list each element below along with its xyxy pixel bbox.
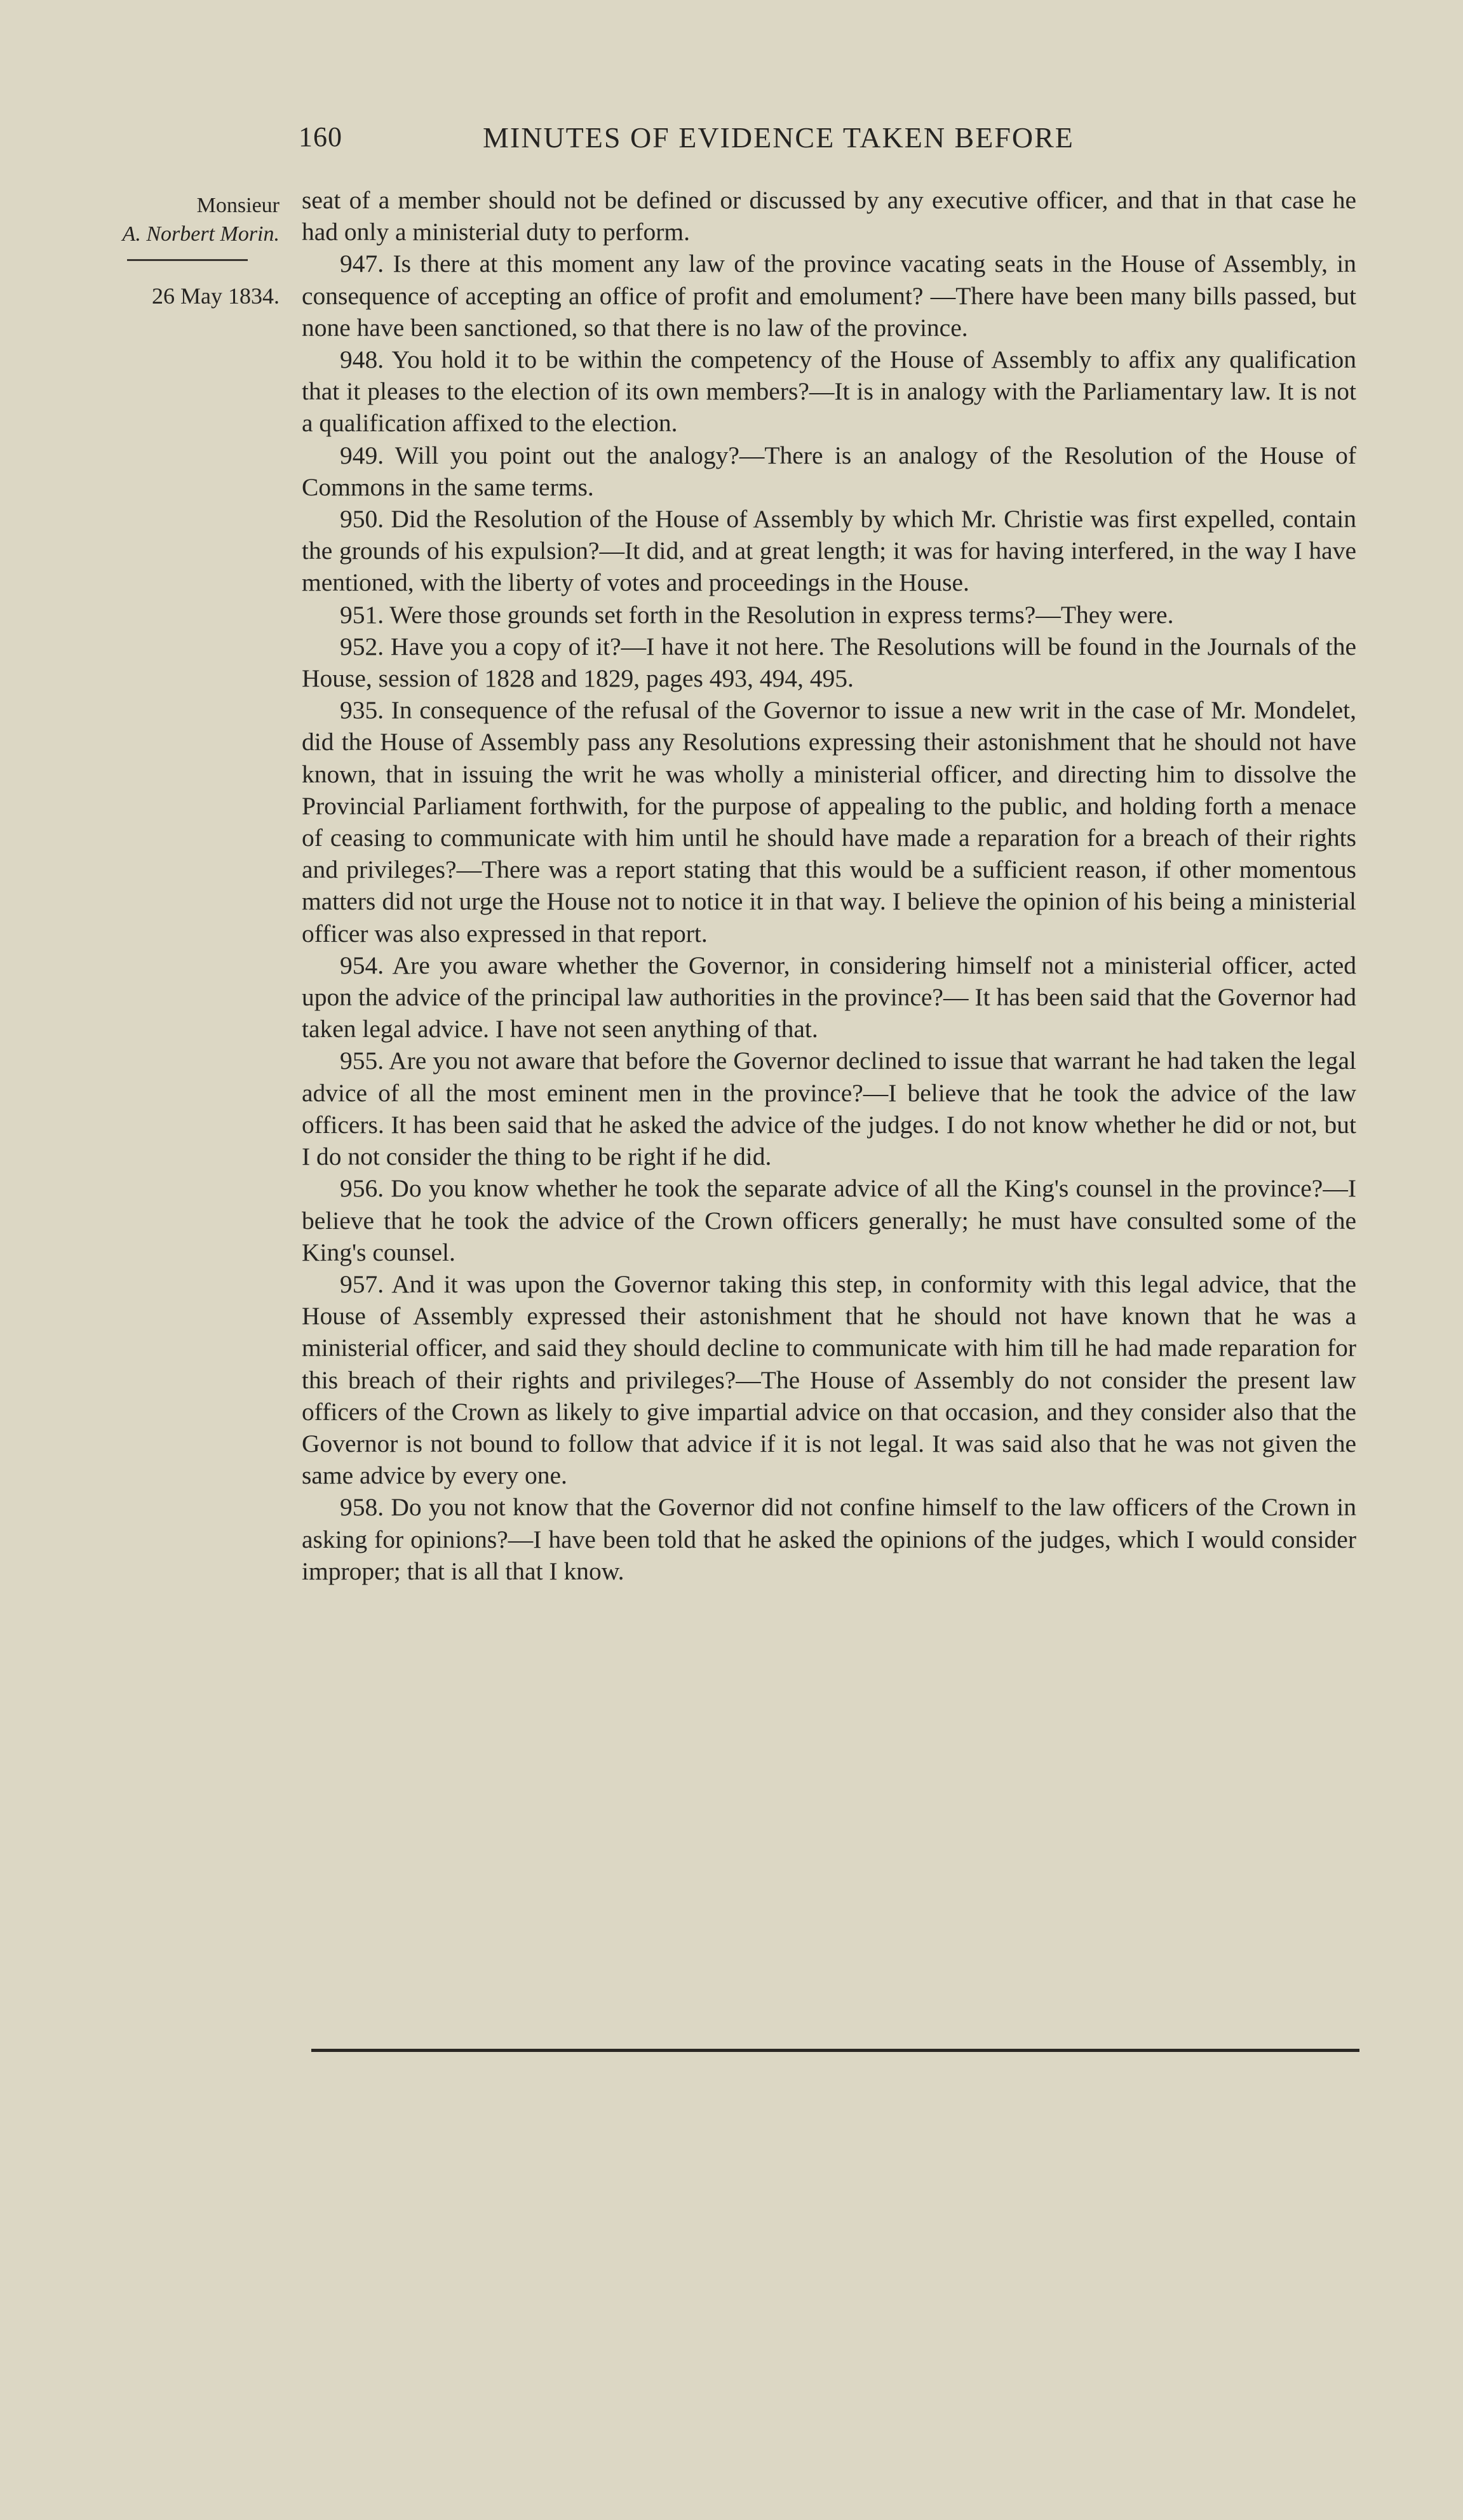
page-number: 160 xyxy=(299,121,342,152)
question-952: 952. Have you a copy of it?—I have it not here. The Resolutions will be found in the Journals of the House, session of 1828 and 1829, pages 493, 494, 495. xyxy=(302,632,1356,693)
question-935: 935. In consequence of the refusal of the Governor to issue a new writ in the case of Mr. Mondelet, did the House of Assembly pass any Resolutions expressing their astonishment that he should not have known, that in issuing the writ he was wholly a ministerial officer, and directing him to dissolve the Provincial Parliament forthwith, for the purpose of appealing to the public, and holding forth a menace of ceasing to communicate with him until he should have made a reparation for a breach of their rights and privileges?—There was a report stating that this would be a sufficient reason, if other momentous matters did not urge the House not to notice it in that way. I believe the opinion of his being a ministerial officer was also expressed in that report. xyxy=(302,696,1356,948)
question-954: 954. Are you aware whether the Governor, in considering himself not a ministerial officer, acted upon the advice of the principal law authorities in the province?— It has been said that the Governor had taken legal advice. I have not seen anything of that. xyxy=(302,951,1356,1043)
question-955: 955. Are you not aware that before the Governor declined to issue that warrant he had taken the legal advice of all the most eminent men in the province?—I believe that he took the advice of the law officers. It has been said that he asked the advice of the judges. I do not know whether he did or not, but I do not consider the thing to be right if he did. xyxy=(302,1047,1356,1171)
margin-witness-name: A. Norbert Morin. xyxy=(122,222,280,246)
question-948: 948. You hold it to be within the competency of the House of Assembly to affix any qualification that it pleases to the election of its own members?—It is in analogy with the Parliamentary law. It is not a qualification affixed to the election. xyxy=(302,345,1356,438)
paragraph-continued: seat of a member should not be defined or discussed by any executive officer, and that in that case he had only a ministerial duty to perform. xyxy=(302,186,1356,246)
running-title: MINUTES OF EVIDENCE TAKEN BEFORE xyxy=(483,121,1074,154)
question-947: 947. Is there at this moment any law of the province vacating seats in the House of Assembly, in consequence of accepting an office of profit and emolument? —There have been many bills passed, but none have been sanctioned, so that there is no law of the province. xyxy=(302,250,1356,342)
question-956: 956. Do you know whether he took the separate advice of all the King's counsel in the province?—I believe that he took the advice of the Crown officers generally; he must have consulted some of the King's counsel. xyxy=(302,1174,1356,1266)
question-949: 949. Will you point out the analogy?—There is an analogy of the Resolution of the House of Commons in the same terms. xyxy=(302,441,1356,501)
question-957: 957. And it was upon the Governor taking this step, in conformity with this legal advice, that the House of Assembly expressed their astonishment that he should not have known that he was a ministerial officer, and said they should decline to communicate with him till he had made reparation for this breach of their rights and privileges?—The House of Assembly do not consider the present law officers of the Crown as likely to give impartial advice on that occasion, and they consider also that the Governor is not bound to follow that advice if it is not legal. It was said also that he was not given the same advice by every one. xyxy=(302,1270,1356,1490)
question-950: 950. Did the Resolution of the House of Assembly by which Mr. Christie was first expelled, contain the grounds of his expulsion?—It did, and at great length; it was for having interfered, in the way I have mentioned, with the liberty of votes and proceedings in the House. xyxy=(302,505,1356,597)
question-951: 951. Were those grounds set forth in the Resolution in express terms?—They were. xyxy=(340,600,1174,629)
evidence-body xyxy=(302,184,1356,1587)
margin-divider xyxy=(127,259,248,261)
question-958: 958. Do you not know that the Governor did not confine himself to the law officers of the Crown in asking for opinions?—I have been told that he asked the opinions of the judges, which I would consider improper; that is all that I know. xyxy=(302,1493,1356,1585)
footer-rule xyxy=(311,2049,1359,2052)
margin-date: 26 May 1834. xyxy=(152,283,280,309)
page-header xyxy=(299,121,1366,159)
margin-witness-title: Monsieur xyxy=(196,194,280,217)
